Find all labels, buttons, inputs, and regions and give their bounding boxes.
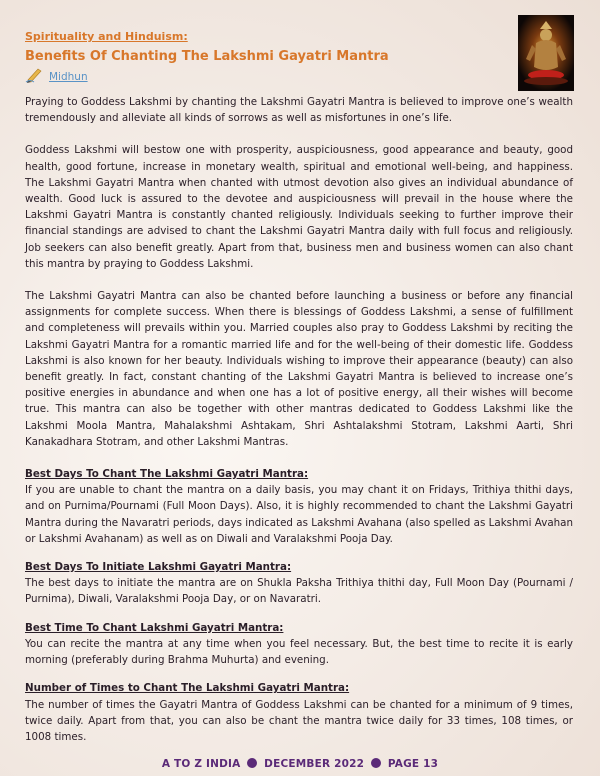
section-best-days-initiate bbox=[25, 559, 577, 608]
section-heading: Best Days To Chant The Lakshmi Gayatri Mantra: bbox=[25, 468, 309, 481]
section-text: The best days to initiate the mantra are on Shukla Paksha Trithiya thithi day, Full Moon Day (Pournami / Purnima), Diwali, Varalakshmi Pooja Day, or on Navaratri. bbox=[25, 577, 573, 606]
page-footer bbox=[0, 758, 600, 770]
article bbox=[25, 30, 577, 757]
section-heading: Best Time To Chant Lakshmi Gayatri Mantra: bbox=[25, 621, 284, 634]
paragraph-benefits: Goddess Lakshmi will bestow one with prosperity, auspiciousness, good appearance and beauty, good health, good fortune, increase in monetary wealth, spiritual and emotional well-being, and happiness. The Lakshmi Gayatri Mantra when chanted with utmost devotion also gives an individual abundance of wealth. Good luck is assured to the devotee and auspiciousness will prevail in the house where the Lakshmi Gayatri Mantra is constantly chanted religiously. Individuals seeking to further improve their financial standings are advised to chant the Lakshmi Gayatri Mantra daily with full focus and religiously. Job seekers can also benefit greatly. Apart from that, business men and business women can also chant this mantra by praying to Goddess Lakshmi. bbox=[25, 144, 573, 270]
bullet-dot-icon bbox=[371, 758, 381, 768]
section-best-time bbox=[25, 620, 577, 669]
paragraph-business: The Lakshmi Gayatri Mantra can also be chanted before launching a business or before any financial assignments for complete success. When there is blessings of Goddess Lakshmi, a sense of fulfillment and completeness will prevails within you. Married couples also pray to Goddess Lakshmi by reciting the Lakshmi Gayatri Mantra for a romantic married life and for the well-being of their domestic life. Goddess Lakshmi is also known for her beauty. Individuals wishing to improve their appearance (beauty) can also benefit greatly. In fact, constant chanting of the Lakshmi Gayatri Mantra is believed to increase one’s positive energies in abundance and when one has a lot of positive energy, all their wishes will become true. This mantra can also be together with other mantras dedicated to Goddess Lakshmi like the Lakshmi Moola Mantra, Mahalakshmi Ashtakam, Shri Ashtalakshmi Stotram, Lakshmi Aarti, Shri Kanakadhara Stotram, and other Lakshmi Mantras. bbox=[25, 290, 573, 448]
paragraph-intro: Praying to Goddess Lakshmi by chanting the Lakshmi Gayatri Mantra is believed to improve one’s wealth tremendously and alleviate all kinds of sorrows as well as misfortunes in one’s life. bbox=[25, 96, 573, 125]
footer-page-number: PAGE 13 bbox=[387, 758, 439, 770]
bullet-dot-icon bbox=[247, 758, 257, 768]
section-heading: Number of Times to Chant The Lakshmi Gayatri Mantra: bbox=[25, 682, 350, 695]
section-number-of-times bbox=[25, 680, 577, 745]
section-heading: Best Days To Initiate Lakshmi Gayatri Mantra: bbox=[25, 561, 292, 574]
pen-icon bbox=[25, 67, 43, 87]
section-text: If you are unable to chant the mantra on a daily basis, you may chant it on Fridays, Trithiya thithi days, and on Purnima/Pournami (Full Moon Days). Also, it is highly recommended to chant the Lakshmi Gayatri Mantra during the Navaratri periods, days indicated as Lakshmi Avahana (also spelled as Lakshmi Avahan or Lakshmi Avahanam) as well as on Diwali and Varalakshmi Pooja Day. bbox=[25, 484, 573, 545]
article-title: Benefits Of Chanting The Lakshmi Gayatri Mantra bbox=[25, 49, 389, 64]
category-link[interactable]: Spirituality and Hinduism: bbox=[25, 30, 188, 43]
section-text: You can recite the mantra at any time when you feel necessary. But, the best time to recite it is early morning (preferably during Brahma Muhurta) and evening. bbox=[25, 637, 573, 667]
footer-issue: DECEMBER 2022 bbox=[264, 758, 365, 770]
footer-publication: A TO Z INDIA bbox=[161, 758, 241, 770]
author-link[interactable]: Midhun bbox=[49, 71, 88, 83]
section-text: The number of times the Gayatri Mantra of Goddess Lakshmi can be chanted for a minimum of 9 times, twice daily. Apart from that, you can also be chant the mantra twice daily for 33 times, 108 times, or 1008 times. bbox=[25, 698, 573, 743]
author-byline bbox=[25, 68, 577, 86]
section-best-days-chant bbox=[25, 466, 577, 547]
